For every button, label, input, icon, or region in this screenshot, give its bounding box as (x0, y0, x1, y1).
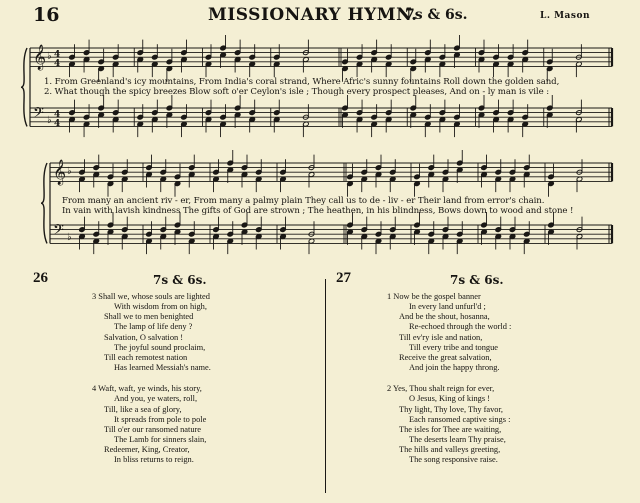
time-signature: 4 (54, 50, 61, 60)
hymn-27-stanza1-line1: 1 Now be the gospel banner (387, 292, 481, 301)
hymn-26-number: 26 (33, 270, 48, 286)
hymn-26-stanza1-line7: Till each remotest nation (104, 352, 188, 362)
system-brace (21, 48, 27, 126)
bass-clef: 𝄢 (33, 105, 44, 125)
hymn-26-stanza2-line8: In bliss returns to reign. (114, 455, 194, 465)
system1-verse2-lyrics: 2. What though the spicy breezes Blow soft o'er Ceylon's isle ; Though every prospect pleases, And on - ly man is vile : (44, 87, 549, 97)
hymn-26-stanza2-line2: And you, ye waters, roll, (114, 394, 198, 404)
system2-verse1-lyrics: From many an ancient riv - er, From many a palmy plain They call us to de - liv - er Their land from error's chain. (62, 196, 545, 206)
hymn-27-stanza1-line8: And join the happy throng. (409, 363, 500, 373)
hymn-27-stanza2-line7: The hills and valleys greeting, (399, 445, 501, 455)
hymn-27-stanza2-line8: The song responsive raise. (409, 455, 498, 465)
composer-credit: L. Mason (540, 11, 591, 21)
hymn-26-stanza2-line4: It spreads from pole to pole (114, 414, 207, 424)
hymn-27-stanza1-line2: In every land unfurl'd ; (409, 302, 486, 312)
system1-verse1-lyrics: 1. From Greenland's icy mountains, From India's coral strand, Where Afric's sunny fountains Roll down the golden sand, (44, 77, 560, 87)
hymn-27-stanza1-line7: Receive the great salvation, (399, 352, 492, 362)
hymn-26-stanza2-line1: 4 Waft, waft, ye winds, his story, (92, 384, 202, 394)
hymn-26-stanza2-line3: Till, like a sea of glory, (104, 404, 182, 414)
page-number: 16 (33, 4, 60, 26)
hymn-title: MISSIONARY HYMN. (208, 5, 418, 25)
hymn-27-verses (387, 292, 511, 466)
hymn-27-number: 27 (336, 270, 351, 286)
time-signature: 4 (54, 110, 61, 120)
treble-clef: 𝄞 (33, 45, 47, 70)
hymn-26-stanza1-line4: The lamp of life deny ? (114, 322, 193, 332)
hymn-26-stanza1-line8: Has learned Messiah's name. (114, 363, 211, 373)
hymn-27-stanza2-line6: The deserts learn Thy praise, (409, 435, 506, 445)
hymn-27-stanza1-line5: Till ev'ry isle and nation, (399, 332, 483, 342)
hymn-27-meter: 7s & 6s. (450, 273, 504, 287)
bass-clef: 𝄢 (53, 222, 64, 242)
hymn-27-stanza2-line3: Thy light, Thy love, Thy favor, (399, 404, 504, 414)
hymn-27-stanza2-line4: Each ransomed captive sings : (409, 414, 511, 424)
key-flat: ♭ (47, 51, 52, 62)
hymn-27-stanza1-line4: Re-echoed through the world : (409, 322, 512, 332)
hymn-26-meter: 7s & 6s. (153, 273, 207, 287)
hymn-26-stanza1-line6: The joyful sound proclaim, (114, 342, 206, 352)
hymn-26-stanza1-line1: 3 Shall we, whose souls are lighted (92, 292, 210, 301)
time-signature: 4 (54, 59, 61, 69)
key-flat: ♭ (67, 166, 72, 177)
system2-verse2-lyrics: In vain with lavish kindness The gifts of God are strown ; The heathen, in his blindness, Bows down to wood and stone ! (62, 206, 574, 216)
hymn-26-stanza2-line6: The Lamb for sinners slain, (114, 435, 207, 445)
hymn-26-stanza2-line7: Redeemer, King, Creator, (104, 445, 190, 455)
hymn-27-stanza1-line6: Till every tribe and tongue (409, 342, 499, 352)
hymn-27-stanza2-line1: 2 Yes, Thou shalt reign for ever, (387, 384, 495, 394)
hymn-26-stanza1-line5: Salvation, O salvation ! (104, 332, 184, 342)
hymn-26-stanza1-line2: With wisdom from on high, (114, 302, 207, 312)
meter-label: 7s & 6s. (405, 7, 468, 23)
key-flat: ♭ (67, 232, 72, 243)
system-brace (41, 163, 47, 243)
hymn-26-stanza1-line3: Shall we to men benighted (104, 312, 194, 322)
hymn-27-stanza2-line5: The isles for Thee are waiting, (399, 424, 502, 434)
hymn-27-stanza2-line2: O Jesus, King of kings ! (409, 394, 490, 404)
column-divider (325, 279, 326, 493)
treble-clef: 𝄞 (53, 160, 67, 185)
time-signature: 4 (54, 119, 61, 129)
key-flat: ♭ (47, 115, 52, 126)
hymn-26-stanza2-line5: Till o'er our ransomed nature (104, 424, 202, 434)
hymn-26-verses (92, 292, 211, 466)
hymn-27-stanza1-line3: And be the shout, hosanna, (399, 312, 490, 322)
